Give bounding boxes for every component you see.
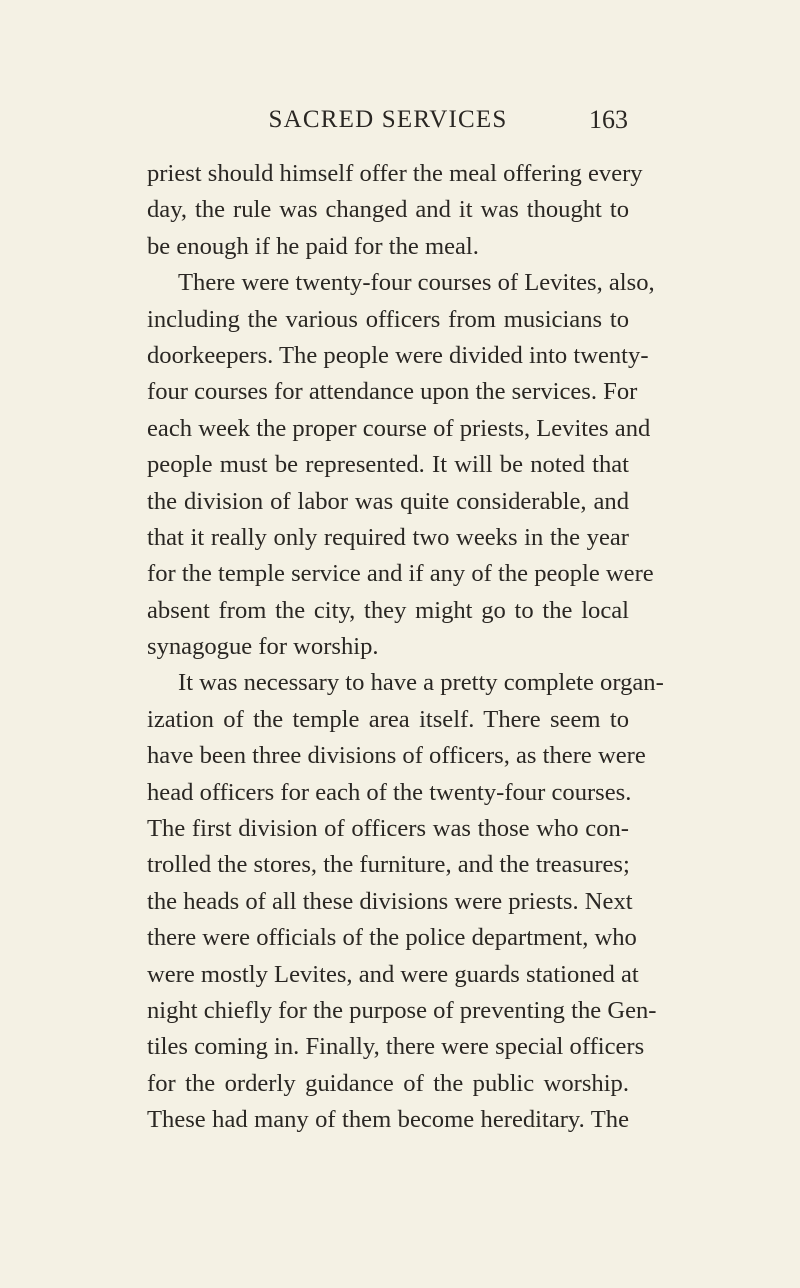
- text-line: the division of labor was quite considerable, and: [147, 487, 629, 515]
- text-line: priest should himself offer the meal offering every: [147, 160, 643, 187]
- text-line: The first division of officers was those who con-: [147, 815, 629, 843]
- text-line: were mostly Levites, and were guards stationed at: [147, 960, 639, 988]
- text-line: for the temple service and if any of the people were: [147, 560, 654, 588]
- text-line: there were officials of the police department, who: [147, 924, 637, 952]
- running-head: [148, 100, 628, 140]
- text-line: the heads of all these divisions were priests. Next: [147, 887, 633, 915]
- text-line: synagogue for worship.: [147, 633, 379, 661]
- text-line: night chiefly for the purpose of preventing the Gen-: [147, 996, 657, 1024]
- text-line: It was necessary to have a pretty complete organ-: [178, 669, 664, 697]
- text-line: including the various officers from musicians to: [147, 305, 629, 333]
- text-line: doorkeepers. The people were divided into twenty-: [147, 341, 649, 369]
- text-line: ization of the temple area itself. There seem to: [147, 705, 629, 733]
- text-line: be enough if he paid for the meal.: [147, 232, 479, 260]
- text-line: that it really only required two weeks in the year: [147, 523, 629, 551]
- text-line: head officers for each of the twenty-four courses.: [147, 778, 632, 806]
- text-line: have been three divisions of officers, as there were: [147, 742, 646, 770]
- text-line: for the orderly guidance of the public worship.: [147, 1069, 629, 1097]
- page-number: 163: [589, 105, 628, 134]
- text-line: four courses for attendance upon the services. For: [147, 378, 638, 406]
- text-line: day, the rule was changed and it was thought to: [147, 196, 629, 224]
- text-line: These had many of them become hereditary. The: [147, 1106, 629, 1134]
- text-line: each week the proper course of priests, Levites and: [147, 414, 651, 442]
- text-line: absent from the city, they might go to the local: [147, 596, 629, 624]
- body-text: [147, 156, 664, 1139]
- text-line: people must be represented. It will be noted that: [147, 451, 629, 479]
- text-line: tiles coming in. Finally, there were special officers: [147, 1033, 645, 1061]
- running-head-title: SACRED SERVICES: [268, 106, 508, 133]
- text-line: There were twenty-four courses of Levites, also,: [178, 269, 655, 297]
- text-line: trolled the stores, the furniture, and the treasures;: [147, 851, 630, 879]
